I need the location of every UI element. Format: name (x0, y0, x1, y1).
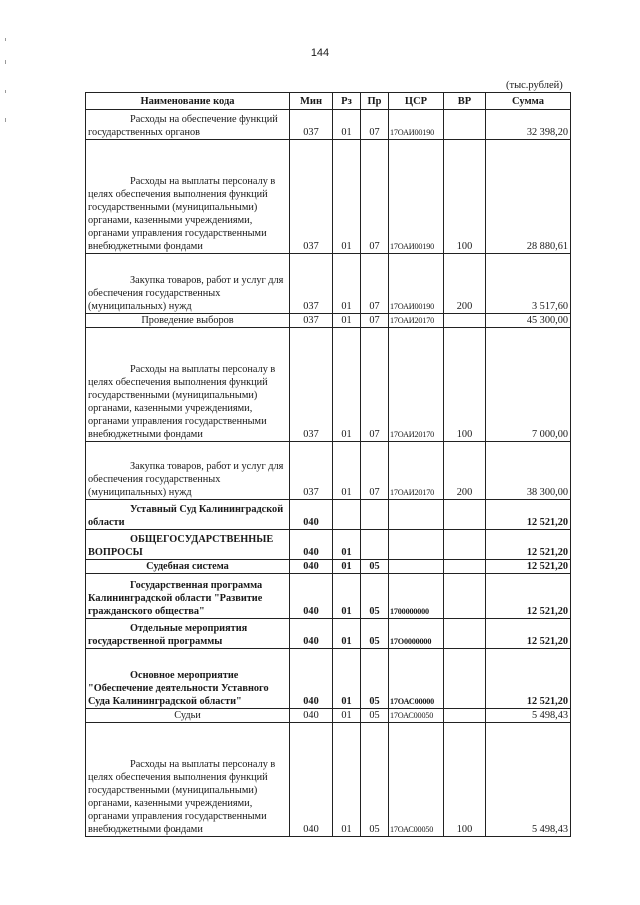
table-row (86, 442, 571, 500)
row-pr: 07 (361, 140, 389, 254)
table-row (86, 709, 571, 723)
row-pr (361, 500, 389, 530)
row-vr (444, 110, 486, 140)
row-rz: 01 (333, 619, 361, 649)
row-csr: 17О0000000 (389, 619, 444, 649)
row-rz: 01 (333, 328, 361, 442)
row-name: Проведение выборов (86, 314, 290, 328)
row-rz: 01 (333, 709, 361, 723)
table-row (86, 110, 571, 140)
column-header-rz: Рз (333, 93, 361, 110)
row-csr: 17ОАИ20170 (389, 328, 444, 442)
row-min: 037 (290, 110, 333, 140)
row-rz: 01 (333, 442, 361, 500)
row-csr: 17ОАС00050 (389, 709, 444, 723)
row-rz: 01 (333, 723, 361, 837)
table-row (86, 574, 571, 619)
column-header-name: Наименование кода (86, 93, 290, 110)
row-csr: 17ОАИ00190 (389, 110, 444, 140)
units-label: (тыс.рублей) (506, 80, 563, 91)
row-rz: 01 (333, 574, 361, 619)
row-min: 037 (290, 328, 333, 442)
row-name: Расходы на выплаты персоналу в целях обеспечения выполнения функций государственными (муниципальными) органами, казенными учреждениями, органами управления государственными внебюджетными фондами (86, 140, 290, 254)
table-row (86, 140, 571, 254)
row-name: Расходы на обеспечение функций государственных органов (86, 110, 290, 140)
row-csr: 17ОАИ00190 (389, 254, 444, 314)
margin-mark (5, 60, 6, 64)
column-header-vr: ВР (444, 93, 486, 110)
row-min: 040 (290, 649, 333, 709)
row-sum: 12 521,20 (486, 530, 571, 560)
row-name: ОБЩЕГОСУДАРСТВЕННЫЕ ВОПРОСЫ (86, 530, 290, 560)
row-csr: 1700000000 (389, 574, 444, 619)
row-sum: 12 521,20 (486, 574, 571, 619)
row-sum: 32 398,20 (486, 110, 571, 140)
row-sum: 28 880,61 (486, 140, 571, 254)
row-min: 040 (290, 619, 333, 649)
budget-table (85, 92, 571, 837)
row-sum: 3 517,60 (486, 254, 571, 314)
row-name: Закупка товаров, работ и услуг для обеспечения государственных (муниципальных) нужд (86, 254, 290, 314)
margin-mark (5, 90, 6, 93)
row-sum: 45 300,00 (486, 314, 571, 328)
row-sum: 12 521,20 (486, 649, 571, 709)
table-row (86, 314, 571, 328)
table-row (86, 254, 571, 314)
row-min: 040 (290, 723, 333, 837)
row-pr (361, 530, 389, 560)
row-name: Отдельные мероприятия государственной программы (86, 619, 290, 649)
row-pr: 07 (361, 442, 389, 500)
row-rz (333, 500, 361, 530)
row-vr (444, 649, 486, 709)
page-number: 144 (310, 47, 330, 59)
row-csr: 17ОАС00050 (389, 723, 444, 837)
row-sum: 12 521,20 (486, 500, 571, 530)
row-pr: 05 (361, 574, 389, 619)
row-pr: 07 (361, 110, 389, 140)
row-csr: 17ОАИ20170 (389, 314, 444, 328)
row-sum: 38 300,00 (486, 442, 571, 500)
row-name: Судебная система (86, 560, 290, 574)
table-row (86, 649, 571, 709)
row-rz: 01 (333, 560, 361, 574)
row-pr: 05 (361, 560, 389, 574)
table-header-row (86, 93, 571, 110)
row-csr (389, 530, 444, 560)
row-min: 040 (290, 530, 333, 560)
column-header-sum: Сумма (486, 93, 571, 110)
row-vr (444, 500, 486, 530)
row-name: Расходы на выплаты персоналу в целях обеспечения выполнения функций государственными (муниципальными) органами, казенными учреждениями, органами управления государственными внебюджетными фондами (86, 723, 290, 837)
row-name: Судьи (86, 709, 290, 723)
row-rz: 01 (333, 649, 361, 709)
row-sum: 12 521,20 (486, 560, 571, 574)
row-rz: 01 (333, 530, 361, 560)
row-vr: 100 (444, 723, 486, 837)
row-min: 040 (290, 560, 333, 574)
row-csr: 17ОАИ00190 (389, 140, 444, 254)
row-vr: 100 (444, 140, 486, 254)
row-pr: 07 (361, 254, 389, 314)
row-sum: 12 521,20 (486, 619, 571, 649)
row-sum: 7 000,00 (486, 328, 571, 442)
table-row (86, 560, 571, 574)
column-header-pr: Пр (361, 93, 389, 110)
row-name: Государственная программа Калининградской области "Развитие гражданского общества" (86, 574, 290, 619)
row-vr (444, 619, 486, 649)
table-row (86, 328, 571, 442)
row-rz: 01 (333, 140, 361, 254)
table-row (86, 723, 571, 837)
table-row (86, 619, 571, 649)
row-vr (444, 574, 486, 619)
row-rz: 01 (333, 110, 361, 140)
row-min: 037 (290, 254, 333, 314)
row-vr (444, 560, 486, 574)
row-pr: 05 (361, 619, 389, 649)
row-vr: 200 (444, 254, 486, 314)
row-csr: 17ОАС00000 (389, 649, 444, 709)
row-vr (444, 530, 486, 560)
row-csr (389, 500, 444, 530)
row-vr: 200 (444, 442, 486, 500)
row-rz: 01 (333, 314, 361, 328)
row-min: 040 (290, 709, 333, 723)
row-min: 037 (290, 442, 333, 500)
row-name: Основное мероприятие "Обеспечение деятельности Уставного Суда Калининградской области" (86, 649, 290, 709)
row-name: Расходы на выплаты персоналу в целях обеспечения выполнения функций государственными (муниципальными) органами, казенными учреждениями, органами управления государственными внебюджетными фондами (86, 328, 290, 442)
row-sum: 5 498,43 (486, 723, 571, 837)
row-min: 037 (290, 314, 333, 328)
row-vr (444, 314, 486, 328)
row-csr (389, 560, 444, 574)
row-pr: 05 (361, 649, 389, 709)
row-min: 040 (290, 500, 333, 530)
row-pr: 05 (361, 723, 389, 837)
row-pr: 07 (361, 328, 389, 442)
row-vr (444, 709, 486, 723)
row-sum: 5 498,43 (486, 709, 571, 723)
column-header-csr: ЦСР (389, 93, 444, 110)
row-min: 040 (290, 574, 333, 619)
margin-mark (5, 38, 6, 41)
row-rz: 01 (333, 254, 361, 314)
row-vr: 100 (444, 328, 486, 442)
column-header-min: Мин (290, 93, 333, 110)
table-row (86, 500, 571, 530)
table-row (86, 530, 571, 560)
row-min: 037 (290, 140, 333, 254)
row-name: Уставный Суд Калининградской области (86, 500, 290, 530)
row-pr: 05 (361, 709, 389, 723)
row-pr: 07 (361, 314, 389, 328)
row-csr: 17ОАИ20170 (389, 442, 444, 500)
row-name: Закупка товаров, работ и услуг для обеспечения государственных (муниципальных) нужд (86, 442, 290, 500)
margin-mark (5, 118, 6, 122)
